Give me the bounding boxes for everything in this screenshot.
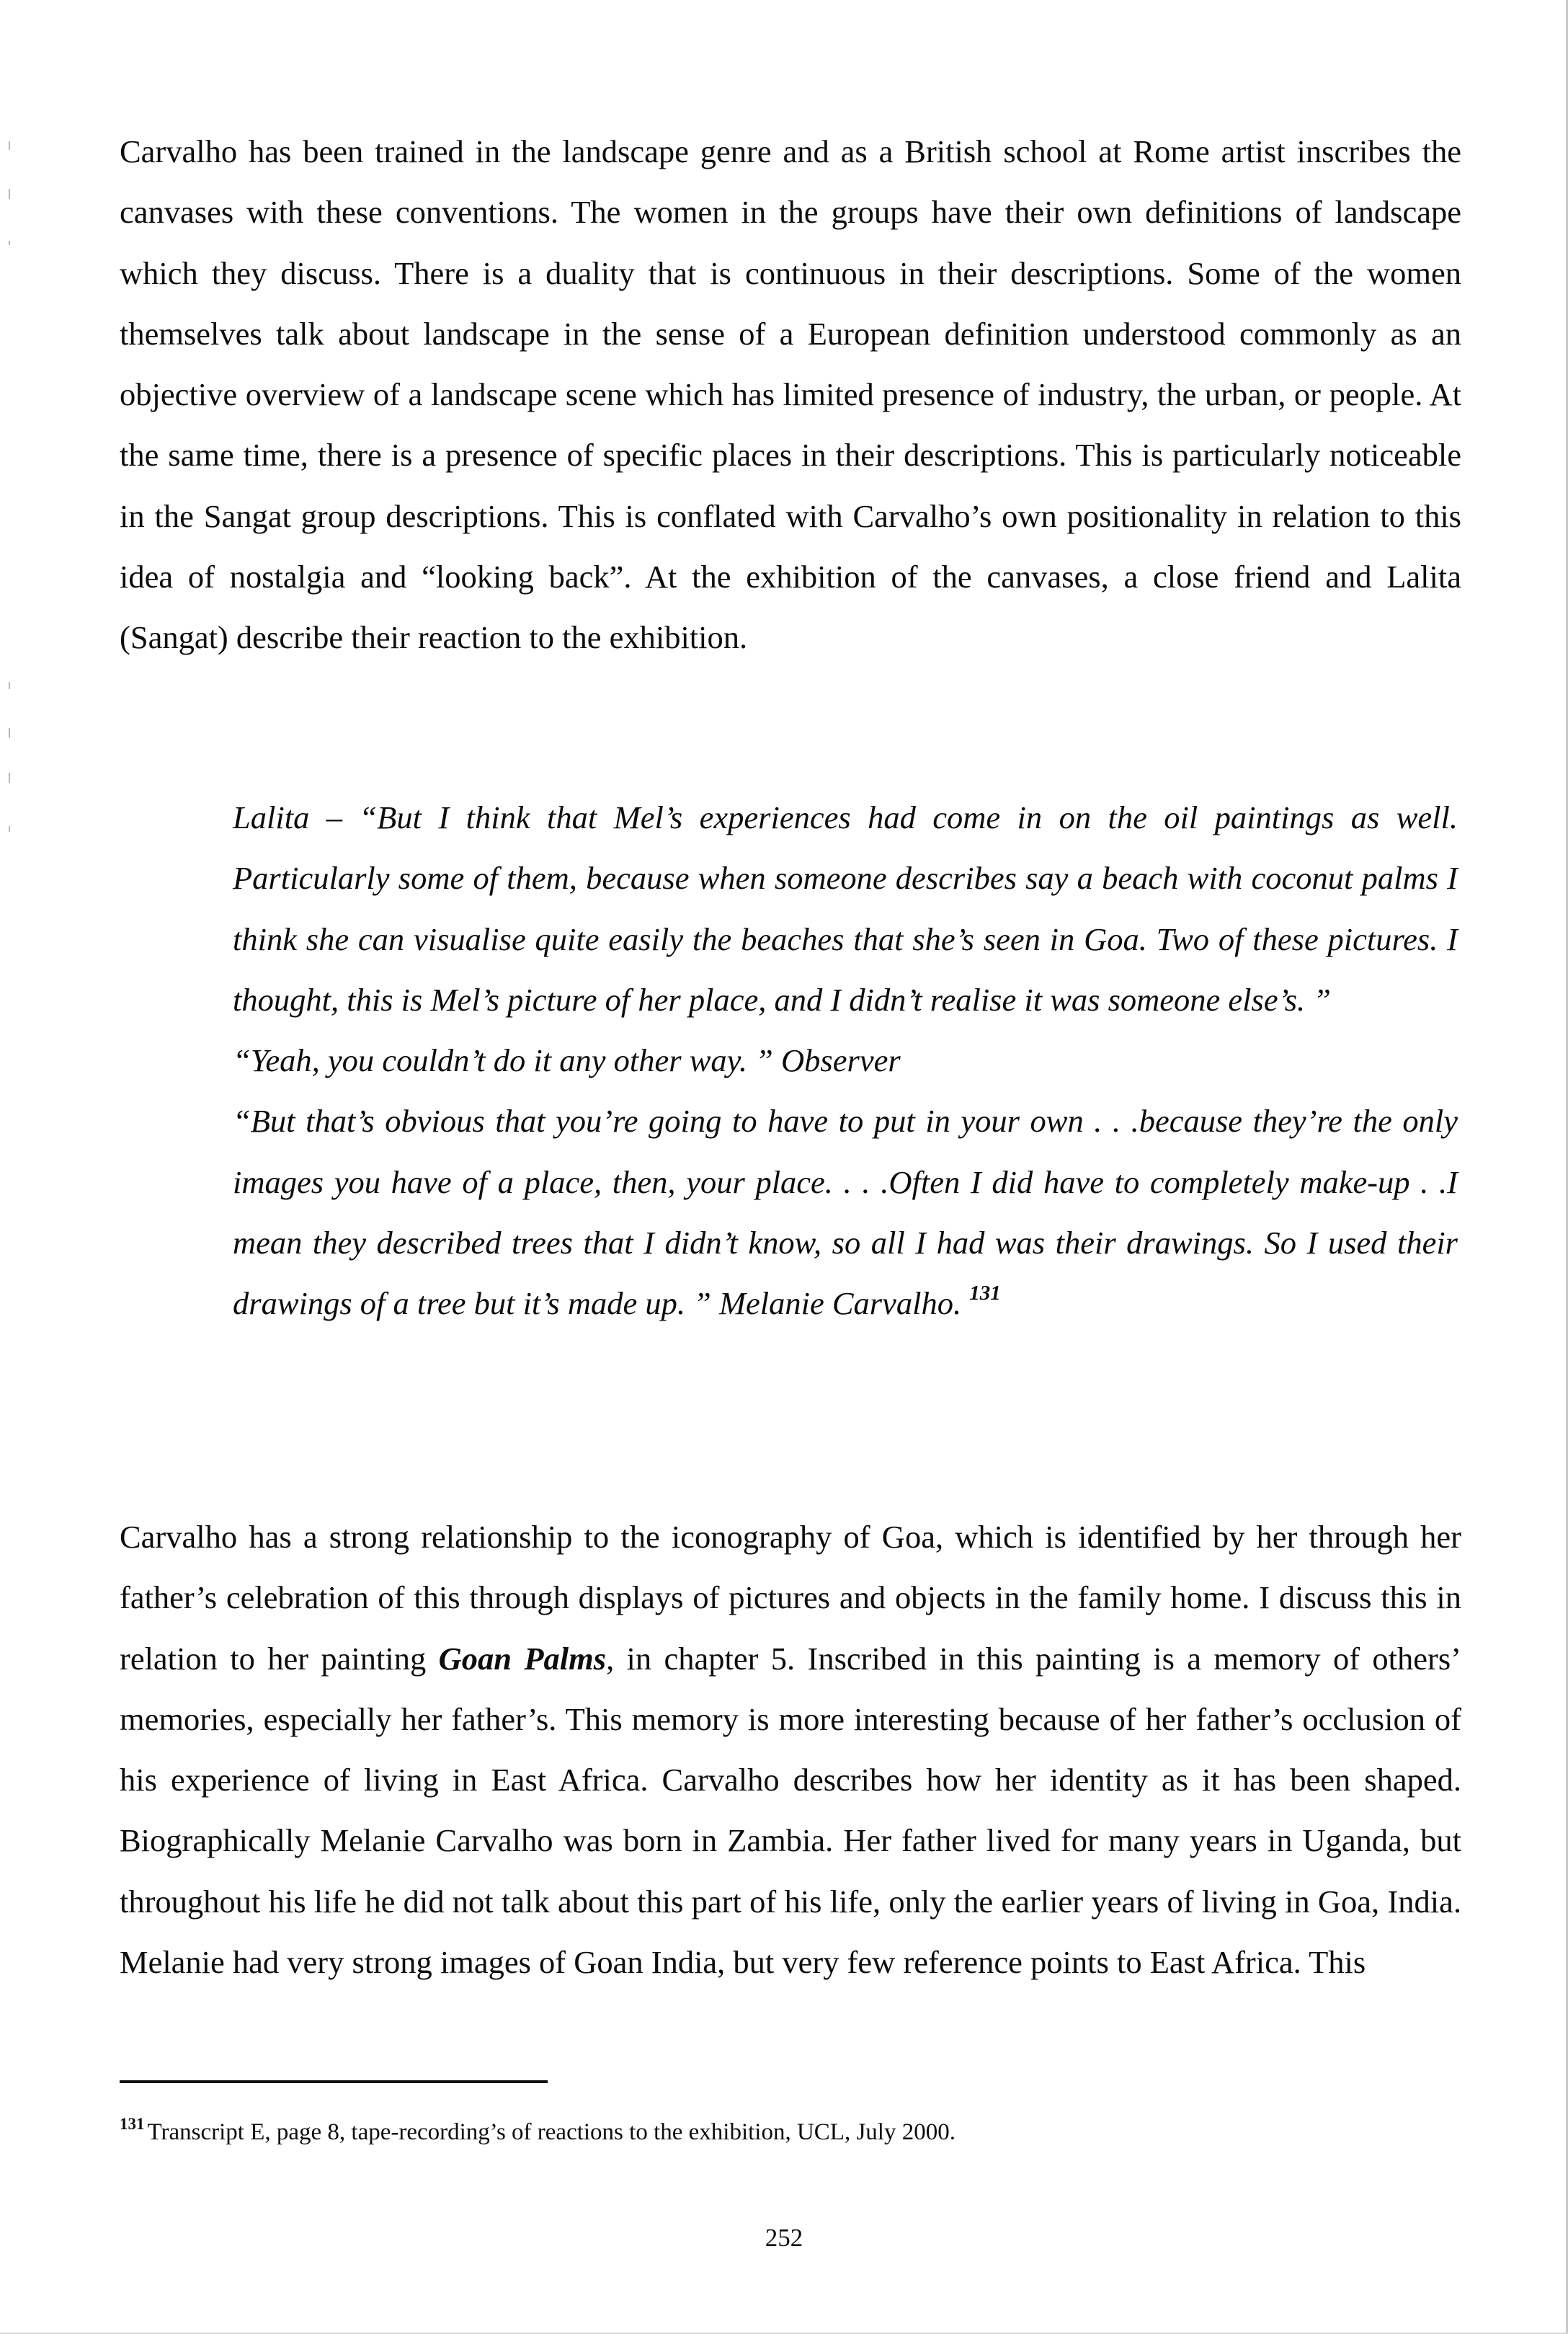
footnote-number: 131 [120,2115,145,2133]
body-paragraph-2 [120,1507,1461,1992]
scan-mark [9,189,10,199]
quote-lalita: Lalita – “But I think that Mel’s experiences had come in on the oil paintings as well. Particularly some of them, because when someone describes say a beach with coconut palms I think she can visualise quite easily the beaches that she’s seen in Goa. Two of these pictures. I thought, this is Mel’s picture of her place, and I didn’t realise it was someone else’s. ” [233,799,1458,1018]
paragraph-2-start: Carvalho has a strong relationship to the iconography of Goa, which is identified by her through her father’s celebration of this through displays of pictures and objects in the family home. I discuss this in relation to her painting [120,1519,1461,1677]
footnote-reference[interactable]: 131 [969,1282,1001,1305]
scan-mark [9,773,10,783]
paragraph-2-end: , in chapter 5. Inscribed in this painting is a memory of others’ memories, especially her father’s. This memory is more interesting because of her father’s occlusion of his experience of living in East Africa. Carvalho describes how her identity as it has been shaped. Biographically Melanie Carvalho was born in Zambia. Her father lived for many years in Uganda, but throughout his life he did not talk about this part of his life, only the earlier years of living in Goa, India. Melanie had very strong images of Goan India, but very few reference points to East Africa. This [120,1640,1461,1981]
footnote-text: Transcript E, page 8, tape-recording’s of reactions to the exhibition, UCL, July 2000. [147,2119,956,2145]
footnote [120,2114,1460,2150]
quote-melanie-text: “But that’s obvious that you’re going to have to put in your own . . .because they’re the only images you have of a place, then, your place. . . .Often I did have to completely make-up . .I mean they described trees that I didn’t know, so all I had was their drawings. So I used their drawings of a tree but it’s made up. ” Melanie Carvalho. [233,1103,1458,1322]
body-paragraph-1: Carvalho has been trained in the landscape genre and as a British school at Rome artist inscribes the canvases with these conventions. The women in the groups have their own definitions of landscape which they discuss. There is a duality that is continuous in their descriptions. Some of the women themselves talk about landscape in the sense of a European definition understood commonly as an objective overview of a landscape scene which has limited presence of industry, the urban, or people. At the same time, there is a presence of specific places in their descriptions. This is particularly noticeable in the Sangat group descriptions. This is conflated with Carvalho’s own positionality in relation to this idea of nostalgia and “looking back”. At the exhibition of the canvases, a close friend and Lalita (Sangat) describe their reaction to the exhibition. [120,133,1461,656]
scan-mark [9,728,10,738]
scan-mark [9,826,10,832]
quote-melanie [233,1091,1458,1334]
painting-title: Goan Palms [438,1640,607,1677]
quote-observer: “Yeah, you couldn’t do it any other way. ” Observer [233,1042,901,1079]
scan-mark [9,682,10,689]
scan-mark [9,141,10,150]
block-quote [233,787,1458,1334]
page-number: 252 [765,2224,803,2252]
scan-mark [9,241,10,245]
footnote-divider [120,2080,548,2083]
